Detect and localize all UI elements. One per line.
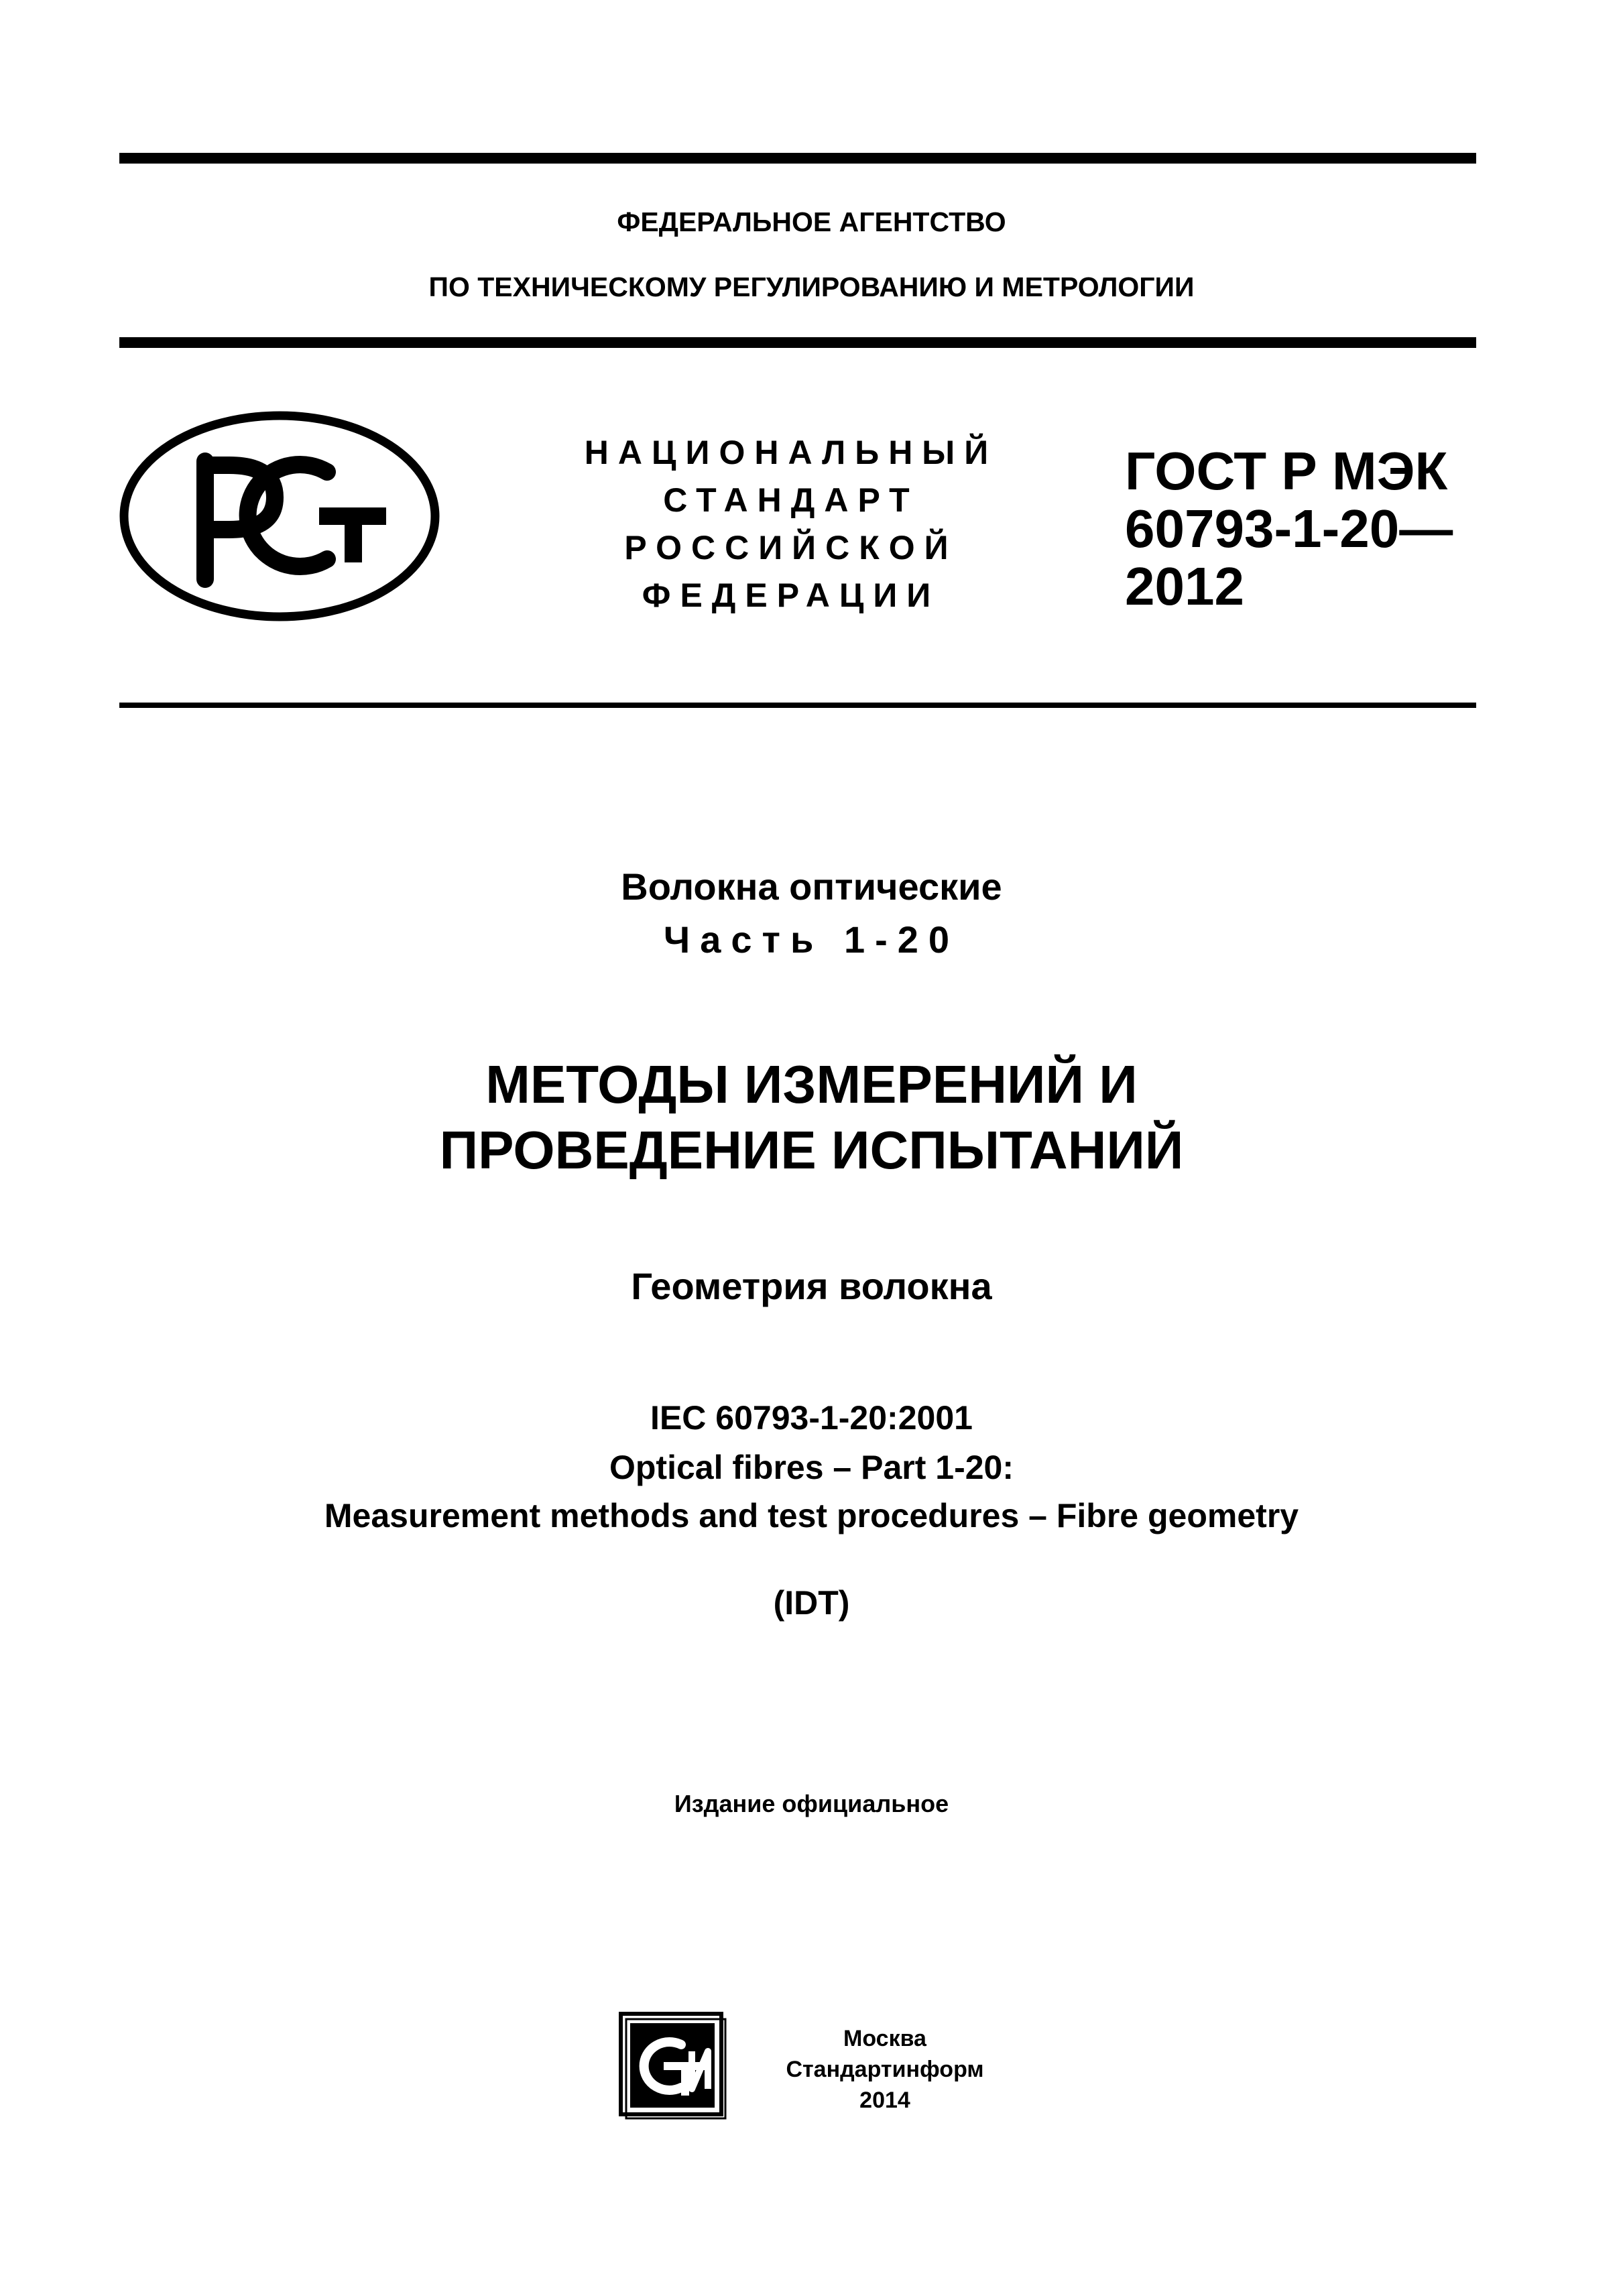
designation-line: 2012: [1125, 556, 1244, 616]
title-main-line-1: МЕТОДЫ ИЗМЕРЕНИЙ И: [485, 1054, 1138, 1114]
publisher-block: [737, 2023, 1032, 2116]
standard-type-line: СТАНДАРТ: [663, 481, 919, 519]
edition-label: Издание официальное: [674, 1790, 949, 1817]
publisher-year: 2014: [859, 2088, 910, 2113]
designation-bottom-rule: [119, 703, 1476, 708]
standard-type-line: ФЕДЕРАЦИИ: [642, 577, 941, 614]
title-part: Часть 1-20: [663, 918, 960, 961]
top-rule: [119, 153, 1476, 164]
standard-type: [530, 429, 1053, 619]
title-subject: Волокна оптические: [621, 865, 1002, 908]
title-subtitle: Геометрия волокна: [631, 1265, 992, 1307]
standard-designation: [1125, 442, 1453, 615]
standard-type-line: РОССИЙСКОЙ: [624, 529, 958, 566]
publisher-name: Стандартинформ: [786, 2057, 984, 2082]
publisher-city: Москва: [843, 2026, 926, 2051]
title-main-line-2: ПРОВЕДЕНИЕ ИСПЫТАНИЙ: [439, 1120, 1184, 1180]
header-bottom-rule: [119, 337, 1476, 348]
identity-degree: (IDT): [773, 1584, 850, 1622]
standartinform-logo-icon: [617, 2010, 728, 2121]
rst-logo-icon: [119, 410, 440, 622]
agency-line-2: ПО ТЕХНИЧЕСКОМУ РЕГУЛИРОВАНИЮ И МЕТРОЛОГИИ: [428, 271, 1195, 302]
iec-title-line-2: Measurement methods and test procedures – Fibre geometry: [324, 1497, 1299, 1534]
designation-line: ГОСТ Р МЭК: [1125, 441, 1448, 501]
iec-designation: IEC 60793-1-20:2001: [650, 1399, 973, 1437]
iec-title-line-1: Optical fibres – Part 1-20:: [609, 1449, 1014, 1486]
agency-line-1: ФЕДЕРАЛЬНОЕ АГЕНТСТВО: [617, 206, 1006, 237]
standard-type-line: НАЦИОНАЛЬНЫЙ: [584, 434, 998, 471]
designation-line: 60793-1-20—: [1125, 499, 1453, 558]
